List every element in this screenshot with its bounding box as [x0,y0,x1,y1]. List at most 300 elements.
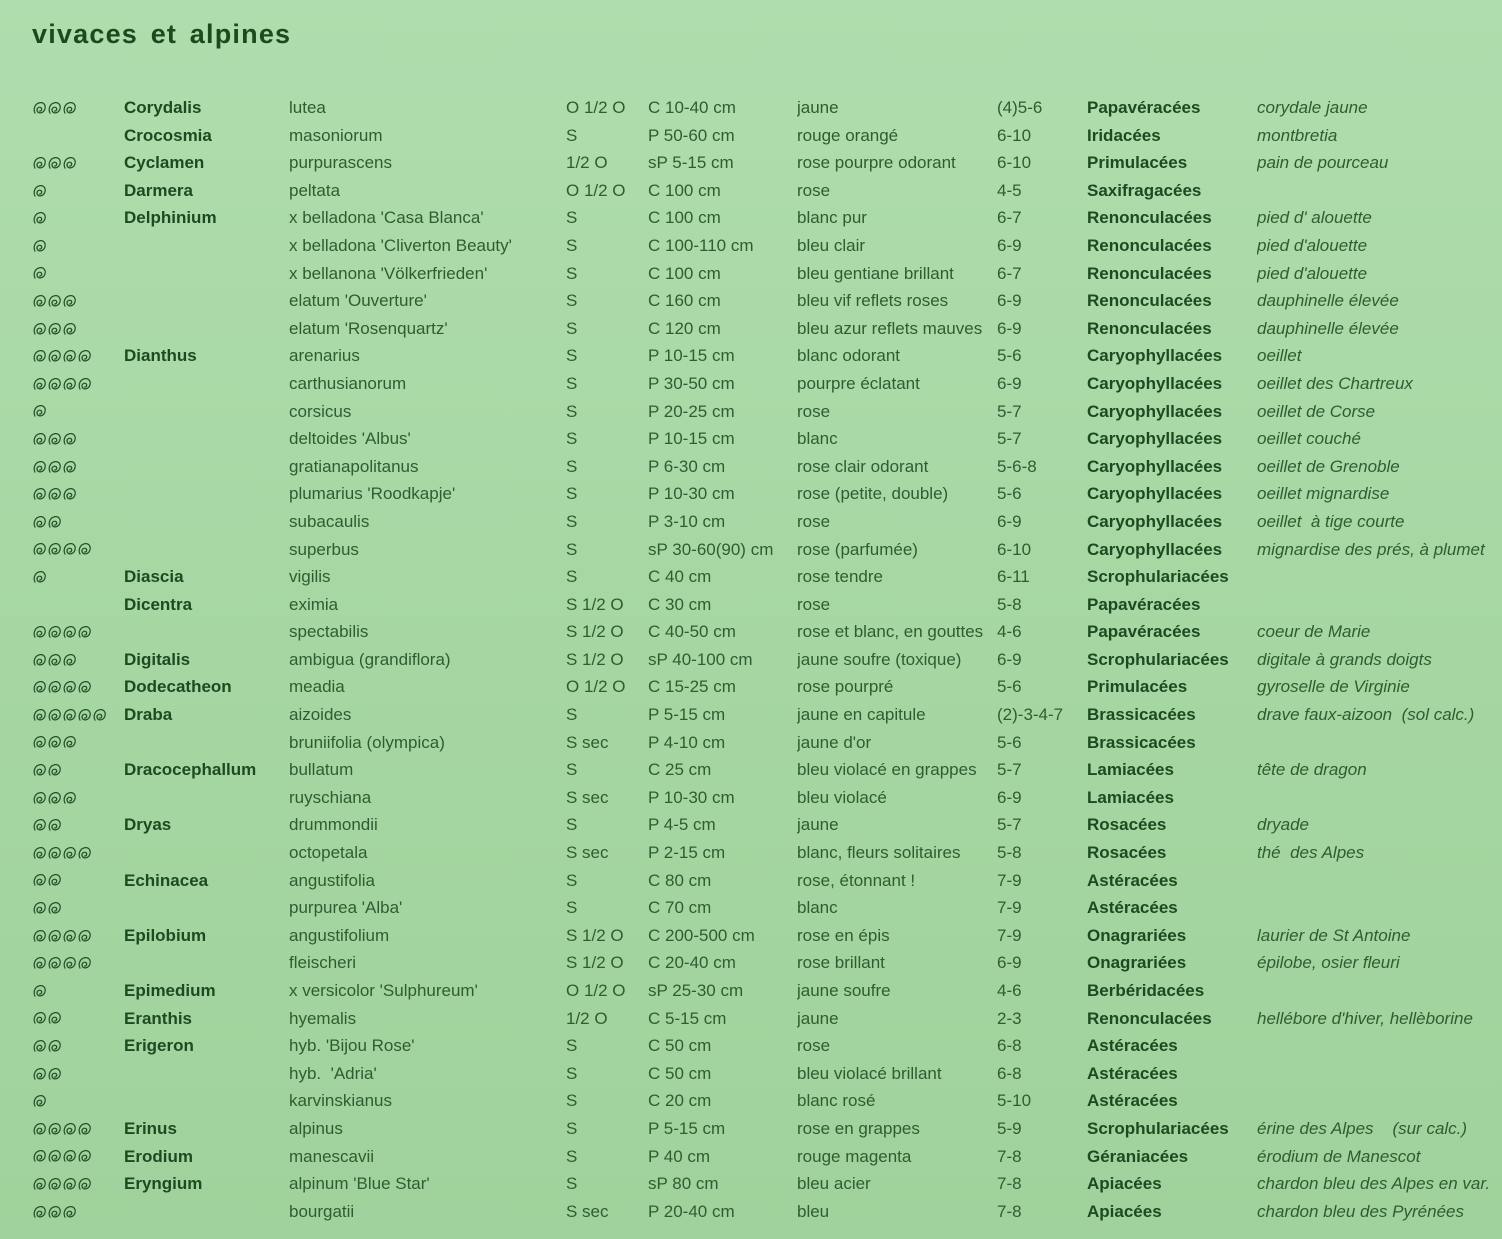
months-cell: 4-6 [997,622,1022,642]
exposure-cell: S [566,484,578,504]
common-cell: mignardise des prés, à plumet [1257,539,1485,559]
genus-cell [124,260,289,288]
exposure-cell: S [566,898,578,918]
genus-cell: Erigeron [124,1036,194,1056]
color-cell: rose [797,594,831,614]
leaf-icon [47,321,62,337]
table-row [32,370,1502,398]
leaf-icon [47,1038,62,1054]
family-cell: Onagrariées [1087,953,1187,973]
catalog-table [32,94,1502,1225]
common-cell: dauphinelle élevée [1257,318,1399,338]
leaf-icon [32,486,47,502]
family-cell: Caryophyllacées [1087,539,1223,559]
hardiness-rating [32,508,124,536]
family-cell: Saxifragacées [1087,180,1202,200]
exposure-cell: S [566,1091,578,1111]
leaf-icon [62,486,77,502]
months-cell: 2-3 [997,1008,1022,1028]
color-cell: rose en grappes [797,1118,920,1138]
hardiness-rating [32,1060,124,1088]
common-cell: épilobe, osier fleuri [1257,953,1400,973]
family-cell: Caryophyllacées [1087,456,1223,476]
common-cell: montbretia [1257,125,1338,145]
genus-cell [124,894,289,922]
exposure-cell: S [566,511,578,531]
common-cell [1257,563,1502,591]
leaf-icon [77,541,92,557]
leaf-icon [62,348,77,364]
leaf-icon [32,1066,47,1082]
months-cell: 6-9 [997,787,1022,807]
exposure-cell: O 1/2 O [566,180,626,200]
species-cell: hyemalis [289,1008,357,1028]
leaf-icon [32,955,47,971]
color-cell: blanc rosé [797,1091,876,1111]
height-cell: P 3-10 cm [648,511,726,531]
common-cell: gyroselle de Virginie [1257,677,1410,697]
family-cell: Astéracées [1087,870,1178,890]
genus-cell: Eranthis [124,1008,193,1028]
leaf-icon [47,1204,62,1220]
height-cell: C 40 cm [648,567,712,587]
color-cell: jaune d'or [797,732,872,752]
table-row [32,536,1502,564]
family-cell: Renonculacées [1087,235,1212,255]
color-cell: bleu violacé en grappes [797,760,977,780]
common-cell [1257,977,1502,1005]
height-cell: sP 30-60(90) cm [648,539,774,559]
hardiness-rating [32,425,124,453]
hardiness-rating [32,536,124,564]
family-cell: Rosacées [1087,815,1167,835]
exposure-cell: S [566,235,578,255]
hardiness-rating [32,839,124,867]
family-cell: Caryophyllacées [1087,429,1223,449]
leaf-icon [32,321,47,337]
hardiness-rating [32,453,124,481]
color-cell: jaune [797,815,839,835]
species-cell: alpinum 'Blue Star' [289,1174,430,1194]
height-cell: C 100 cm [648,180,721,200]
exposure-cell: O 1/2 O [566,677,626,697]
species-cell: eximia [289,594,339,614]
genus-cell [124,618,289,646]
common-cell: tête de dragon [1257,760,1367,780]
leaf-icon [32,1093,47,1109]
table-row [32,260,1502,288]
hardiness-rating [32,480,124,508]
family-cell: Astéracées [1087,1091,1178,1111]
leaf-icon [47,734,62,750]
exposure-cell: S [566,760,578,780]
leaf-icon [62,1204,77,1220]
color-cell: blanc pur [797,208,867,228]
genus-cell: Dryas [124,815,172,835]
hardiness-rating [32,315,124,343]
table-row [32,425,1502,453]
height-cell: C 50 cm [648,1036,712,1056]
months-cell: 5-10 [997,1091,1032,1111]
leaf-icon [77,955,92,971]
table-row [32,949,1502,977]
color-cell: jaune en capitule [797,705,926,725]
table-row [32,1143,1502,1171]
months-cell: (2)-3-4-7 [997,705,1064,725]
leaf-icon [32,183,47,199]
leaf-icon [47,928,62,944]
leaf-icon [47,459,62,475]
color-cell: rouge magenta [797,1146,912,1166]
exposure-cell: S [566,1118,578,1138]
height-cell: P 20-40 cm [648,1201,735,1221]
months-cell: 6-8 [997,1036,1022,1056]
height-cell: C 120 cm [648,318,721,338]
table-row [32,315,1502,343]
leaf-icon [32,238,47,254]
color-cell: bleu [797,1201,830,1221]
hardiness-rating [32,287,124,315]
exposure-cell: S 1/2 O [566,649,624,669]
table-row [32,1005,1502,1033]
species-cell: x versicolor 'Sulphureum' [289,981,478,1000]
leaf-icon [77,707,92,723]
leaf-icon [47,955,62,971]
height-cell: C 100 cm [648,208,721,228]
common-cell: oeillet des Chartreux [1257,373,1413,393]
species-cell: arenarius [289,346,360,366]
species-cell: ruyschiana [289,787,372,807]
page-title: vivaces et alpines [32,19,292,49]
leaf-icon [47,1010,62,1026]
exposure-cell: S [566,346,578,366]
height-cell: sP 5-15 cm [648,153,734,173]
leaf-icon [32,928,47,944]
species-cell: spectabilis [289,622,369,642]
exposure-cell: S 1/2 O [566,953,624,973]
species-cell: hyb. 'Adria' [289,1063,377,1083]
hardiness-rating [32,177,124,205]
exposure-cell: S [566,263,578,283]
species-cell: manescavii [289,1146,375,1166]
species-cell: x belladona 'Casa Blanca' [289,208,484,228]
genus-cell [124,1198,289,1226]
hardiness-rating [32,1005,124,1033]
months-cell: 7-8 [997,1174,1022,1194]
color-cell: jaune [797,98,839,117]
exposure-cell: S [566,318,578,338]
table-row [32,591,1502,619]
height-cell: C 70 cm [648,898,712,918]
table-row [32,1115,1502,1143]
common-cell [1257,1087,1502,1115]
months-cell: 5-8 [997,594,1022,614]
table-row [32,342,1502,370]
family-cell: Renonculacées [1087,263,1212,283]
exposure-cell: S [566,705,578,725]
color-cell: rose [797,401,831,421]
genus-cell [124,508,289,536]
species-cell: superbus [289,539,359,559]
genus-cell: Delphinium [124,208,217,228]
hardiness-rating [32,811,124,839]
genus-cell: Epimedium [124,981,216,1000]
common-cell [1257,177,1502,205]
common-cell [1257,591,1502,619]
months-cell: 5-7 [997,429,1022,449]
table-row [32,1198,1502,1226]
family-cell: Scrophulariacées [1087,649,1229,669]
common-cell: pied d' alouette [1257,208,1372,228]
common-cell: pain de pourceau [1257,153,1389,173]
height-cell: C 5-15 cm [648,1008,727,1028]
species-cell: bruniifolia (olympica) [289,732,445,752]
hardiness-rating [32,894,124,922]
leaf-icon [47,872,62,888]
leaf-icon [47,514,62,530]
leaf-icon [32,845,47,861]
species-cell: bourgatii [289,1201,355,1221]
species-cell: subacaulis [289,511,370,531]
leaf-icon [32,624,47,640]
exposure-cell: S [566,429,578,449]
hardiness-rating [32,591,124,619]
height-cell: C 200-500 cm [648,925,755,945]
leaf-icon [92,707,107,723]
leaf-icon [62,679,77,695]
exposure-cell: S sec [566,732,609,752]
months-cell: 6-10 [997,153,1032,173]
months-cell: 5-6 [997,732,1022,752]
exposure-cell: S [566,1174,578,1194]
hardiness-rating [32,342,124,370]
leaf-icon [32,983,47,999]
color-cell: rose tendre [797,567,883,587]
genus-cell: Corydalis [124,98,202,117]
height-cell: P 2-15 cm [648,843,726,863]
color-cell: bleu violacé brillant [797,1063,942,1083]
months-cell: 6-9 [997,373,1022,393]
exposure-cell: S [566,456,578,476]
leaf-icon [47,762,62,778]
hardiness-rating [32,563,124,591]
common-cell: érodium de Manescot [1257,1146,1421,1166]
species-cell: purpurascens [289,153,393,173]
family-cell: Iridacées [1087,125,1161,145]
leaf-icon [62,624,77,640]
common-cell: digitale à grands doigts [1257,649,1432,669]
height-cell: C 40-50 cm [648,622,736,642]
exposure-cell: O 1/2 O [566,98,626,117]
species-cell: karvinskianus [289,1091,392,1111]
common-cell: chardon bleu des Pyrénées [1257,1201,1464,1221]
hardiness-rating [32,756,124,784]
species-cell: x bellanona 'Völkerfrieden' [289,263,488,283]
table-row [32,894,1502,922]
family-cell: Papavéracées [1087,622,1201,642]
color-cell: rose [797,1036,831,1056]
genus-cell [124,729,289,757]
common-cell: oeillet de Grenoble [1257,456,1400,476]
hardiness-rating [32,922,124,950]
species-cell: aizoides [289,705,352,725]
months-cell: 5-7 [997,815,1022,835]
common-cell [1257,894,1502,922]
leaf-icon [32,817,47,833]
leaf-icon [62,928,77,944]
species-cell: deltoides 'Albus' [289,429,411,449]
exposure-cell: S [566,815,578,835]
months-cell: 6-8 [997,1063,1022,1083]
hardiness-rating [32,977,124,1005]
color-cell: bleu gentiane brillant [797,263,954,283]
genus-cell [124,232,289,260]
family-cell: Astéracées [1087,1063,1178,1083]
height-cell: P 10-30 cm [648,787,735,807]
height-cell: C 20-40 cm [648,953,736,973]
months-cell: 7-9 [997,925,1022,945]
genus-cell: Dracocephallum [124,760,257,780]
leaf-icon [32,403,47,419]
leaf-icon [62,155,77,171]
table-row [32,756,1502,784]
leaf-icon [32,872,47,888]
leaf-icon [62,734,77,750]
leaf-icon [62,459,77,475]
leaf-icon [47,376,62,392]
family-cell: Renonculacées [1087,291,1212,311]
months-cell: 7-9 [997,898,1022,918]
exposure-cell: S sec [566,787,609,807]
height-cell: sP 80 cm [648,1174,719,1194]
table-row [32,811,1502,839]
exposure-cell: S [566,1146,578,1166]
family-cell: Renonculacées [1087,318,1212,338]
months-cell: 5-6 [997,484,1022,504]
height-cell: sP 40-100 cm [648,649,753,669]
leaf-icon [62,431,77,447]
leaf-icon [62,955,77,971]
species-cell: hyb. 'Bijou Rose' [289,1036,415,1056]
leaf-icon [32,569,47,585]
family-cell: Renonculacées [1087,208,1212,228]
table-row [32,508,1502,536]
leaf-icon [32,1204,47,1220]
height-cell: C 100 cm [648,263,721,283]
table-row [32,977,1502,1005]
genus-cell [124,949,289,977]
table-row [32,453,1502,481]
leaf-icon [62,1176,77,1192]
height-cell: C 10-40 cm [648,98,736,117]
family-cell: Lamiacées [1087,787,1174,807]
genus-cell: Erodium [124,1146,193,1166]
leaf-icon [32,459,47,475]
color-cell: pourpre éclatant [797,373,920,393]
height-cell: P 4-5 cm [648,815,716,835]
common-cell [1257,1032,1502,1060]
hardiness-rating [32,398,124,426]
leaf-icon [77,845,92,861]
hardiness-rating [32,260,124,288]
common-cell [1257,1060,1502,1088]
months-cell: 5-6-8 [997,456,1037,476]
leaf-icon [32,900,47,916]
family-cell: Scrophulariacées [1087,567,1229,587]
months-cell: 7-8 [997,1146,1022,1166]
genus-cell [124,536,289,564]
leaf-icon [32,707,47,723]
common-cell: oeillet à tige courte [1257,511,1405,531]
color-cell: rose pourpre odorant [797,153,956,173]
exposure-cell: S 1/2 O [566,925,624,945]
color-cell: rouge orangé [797,125,899,145]
height-cell: C 160 cm [648,291,721,311]
months-cell: 6-9 [997,291,1022,311]
exposure-cell: O 1/2 O [566,981,626,1000]
genus-cell: Eryngium [124,1174,203,1194]
leaf-icon [62,100,77,116]
leaf-icon [32,1148,47,1164]
color-cell: blanc odorant [797,346,901,366]
family-cell: Primulacées [1087,677,1188,697]
leaf-icon [47,790,62,806]
color-cell: blanc [797,898,838,918]
leaf-icon [32,790,47,806]
leaf-icon [47,155,62,171]
leaf-icon [47,679,62,695]
common-cell [1257,867,1502,895]
leaf-icon [47,541,62,557]
height-cell: C 20 cm [648,1091,712,1111]
table-row [32,867,1502,895]
species-cell: angustifolia [289,870,376,890]
height-cell: C 15-25 cm [648,677,736,697]
leaf-icon [47,348,62,364]
leaf-icon [32,514,47,530]
genus-cell [124,398,289,426]
leaf-icon [32,1121,47,1137]
common-cell: dauphinelle élevée [1257,291,1399,311]
table-row [32,784,1502,812]
leaf-icon [62,293,77,309]
color-cell: bleu acier [797,1174,871,1194]
leaf-icon [62,845,77,861]
leaf-icon [62,1148,77,1164]
genus-cell [124,287,289,315]
family-cell: Primulacées [1087,153,1188,173]
family-cell: Apiacées [1087,1201,1162,1221]
leaf-icon [47,1121,62,1137]
hardiness-rating [32,149,124,177]
color-cell: rose (petite, double) [797,484,949,504]
leaf-icon [77,1121,92,1137]
family-cell: Caryophyllacées [1087,346,1223,366]
exposure-cell: S sec [566,1201,609,1221]
genus-cell: Echinacea [124,870,209,890]
months-cell: 6-9 [997,235,1022,255]
exposure-cell: S [566,125,578,145]
height-cell: P 10-15 cm [648,346,735,366]
leaf-icon [47,431,62,447]
months-cell: 6-10 [997,539,1032,559]
height-cell: P 6-30 cm [648,456,726,476]
hardiness-rating [32,646,124,674]
leaf-icon [32,265,47,281]
leaf-icon [32,1010,47,1026]
months-cell: 5-7 [997,401,1022,421]
color-cell: bleu vif reflets roses [797,291,949,311]
